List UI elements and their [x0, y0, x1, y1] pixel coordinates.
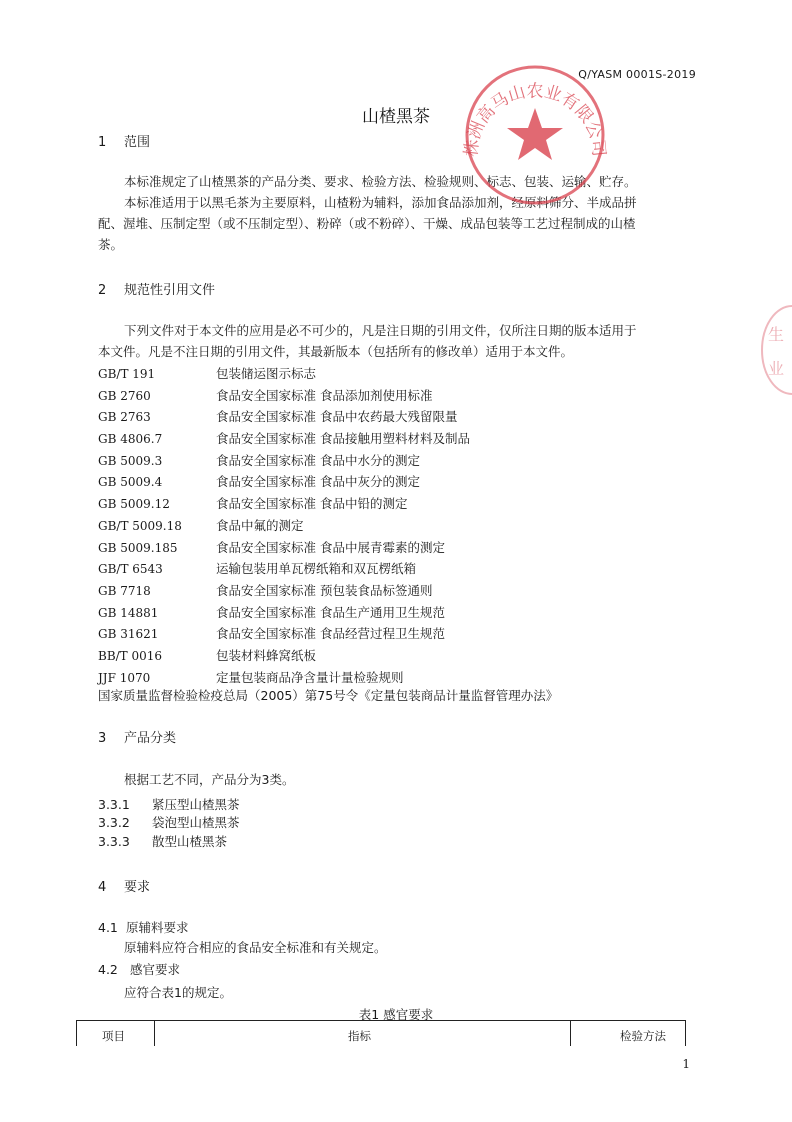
star-icon — [507, 108, 563, 160]
section-2-heading — [98, 279, 215, 298]
table-top-rule — [76, 1020, 686, 1021]
scope-paragraph-2-line-2: 配、渥堆、压制定型（或不压制定型）、粉碎（或不粉碎）、干燥、成品包装等工艺过程制成的山楂 — [98, 216, 636, 231]
subsection-number: 4.2 — [98, 962, 118, 977]
side-stamp-ring — [762, 306, 792, 394]
section-3-heading — [98, 727, 176, 746]
reference-title: 定量包装商品净含量计量检验规则 — [216, 669, 404, 685]
table-header-item: 项目 — [102, 1029, 125, 1043]
reference-code: GB 2763 — [98, 410, 151, 425]
side-stamp-char: 业 — [768, 359, 785, 378]
reference-title: 食品安全国家标准 食品中灰分的测定 — [216, 474, 420, 490]
reference-code: GB 5009.4 — [98, 475, 163, 490]
reference-title: 包装材料蜂窝纸板 — [216, 647, 317, 663]
reference-item — [98, 558, 698, 580]
subsection-title: 感官要求 — [130, 962, 181, 977]
section-number: 3 — [98, 731, 107, 746]
classification-item — [98, 832, 227, 850]
subsection-number: 4.1 — [98, 920, 118, 935]
reference-code: GB 31621 — [98, 627, 159, 642]
reference-item — [98, 363, 698, 385]
scope-paragraph-2-line-1: 本标准适用于以黑毛茶为主要原料，山楂粉为辅料，添加食品添加剂，经原料筛分、半成品拼 — [124, 195, 637, 210]
references-intro-line-1: 下列文件对于本文件的应用是必不可少的，凡是注日期的引用文件，仅所注日期的版本适用于 — [124, 323, 637, 338]
document-code: Q/YASM 0001S-2019 — [578, 68, 696, 81]
table-border-left — [76, 1020, 77, 1046]
item-label: 袋泡型山楂黑茶 — [152, 815, 240, 830]
reference-title: 食品安全国家标准 预包装食品标签通则 — [216, 582, 433, 598]
section-title: 规范性引用文件 — [124, 283, 216, 298]
table-caption: 表1 感官要求 — [358, 1007, 434, 1022]
classification-item — [98, 795, 240, 813]
reference-item — [98, 623, 698, 645]
classification-item — [98, 813, 240, 831]
reference-code: GB 5009.185 — [98, 540, 178, 555]
table-header-method: 检验方法 — [620, 1029, 666, 1043]
seal-text: 株洲高马山农业有限公司 — [461, 81, 609, 158]
reference-code: GB/T 191 — [98, 367, 156, 381]
reference-code: JJF 1070 — [98, 670, 151, 685]
item-number: 3.3.2 — [98, 815, 130, 830]
section-number: 2 — [98, 283, 107, 298]
reference-title: 食品安全国家标准 食品生产通用卫生规范 — [216, 604, 445, 620]
reference-code: GB 4806.7 — [98, 432, 163, 447]
subsection-4-1-text: 原辅料应符合相应的食品安全标准和有关规定。 — [124, 940, 387, 955]
decree-reference: 国家质量监督检验检疫总局（2005）第75号令《定量包装商品计量监督管理办法》 — [98, 688, 559, 703]
page-number: 1 — [682, 1057, 690, 1071]
reference-title: 食品安全国家标准 食品接触用塑料材料及制品 — [216, 431, 470, 447]
item-number: 3.3.1 — [98, 797, 130, 812]
reference-item — [98, 406, 698, 428]
section-title: 要求 — [124, 880, 151, 895]
section-number: 1 — [98, 135, 107, 150]
subsection-4-2-text: 应符合表1的规定。 — [124, 985, 232, 1000]
side-stamp — [760, 300, 792, 400]
reference-title: 食品安全国家标准 食品中铅的测定 — [216, 496, 408, 512]
reference-list — [98, 363, 698, 688]
subsection-title: 原辅料要求 — [126, 920, 189, 935]
company-seal — [460, 60, 610, 210]
scope-paragraph-2-line-3: 茶。 — [98, 237, 124, 252]
table-border-right — [685, 1020, 686, 1046]
scope-paragraph-1: 本标准规定了山楂黑茶的产品分类、要求、检验方法、检验规则、标志、包装、运输、贮存。 — [124, 174, 637, 189]
reference-item — [98, 645, 698, 667]
section-title: 范围 — [124, 135, 151, 150]
reference-code: GB/T 5009.18 — [98, 518, 182, 533]
reference-code: GB 14881 — [98, 605, 159, 620]
document-title: 山楂黑茶 — [362, 107, 430, 127]
reference-item — [98, 602, 698, 624]
table-header-indicator: 指标 — [348, 1029, 371, 1043]
reference-title: 食品中氟的测定 — [216, 517, 304, 533]
section-4-heading — [98, 876, 150, 895]
reference-title: 食品安全国家标准 食品中农药最大残留限量 — [216, 409, 458, 425]
reference-title: 包装储运图示标志 — [216, 366, 317, 381]
reference-title: 食品安全国家标准 食品添加剂使用标准 — [216, 387, 433, 403]
reference-item — [98, 450, 698, 472]
table-column-divider — [570, 1020, 571, 1046]
reference-code: GB 5009.3 — [98, 453, 163, 468]
sensory-requirements-table — [76, 1020, 686, 1046]
reference-item — [98, 428, 698, 450]
references-intro-line-2: 本文件。凡是不注日期的引用文件，其最新版本（包括所有的修改单）适用于本文件。 — [98, 344, 574, 359]
subsection-4-1-heading — [98, 918, 189, 936]
reference-item — [98, 515, 698, 537]
section-1-heading — [98, 131, 150, 150]
reference-code: GB/T 6543 — [98, 562, 163, 577]
item-label: 紧压型山楂黑茶 — [152, 797, 240, 812]
reference-code: GB 5009.12 — [98, 497, 170, 512]
reference-item — [98, 580, 698, 602]
reference-title: 运输包装用单瓦楞纸箱和双瓦楞纸箱 — [216, 561, 417, 577]
reference-item — [98, 385, 698, 407]
reference-title: 食品安全国家标准 食品中展青霉素的测定 — [216, 539, 445, 555]
section-number: 4 — [98, 880, 107, 895]
reference-item — [98, 537, 698, 559]
section-title: 产品分类 — [124, 731, 177, 746]
reference-item — [98, 471, 698, 493]
subsection-4-2-heading — [98, 960, 180, 978]
item-number: 3.3.3 — [98, 834, 130, 849]
reference-code: GB 2760 — [98, 388, 151, 403]
reference-code: GB 7718 — [98, 583, 151, 598]
reference-title: 食品安全国家标准 食品经营过程卫生规范 — [216, 626, 445, 642]
side-stamp-char: 生 — [768, 325, 785, 344]
item-label: 散型山楂黑茶 — [152, 834, 228, 849]
reference-title: 食品安全国家标准 食品中水分的测定 — [216, 452, 420, 468]
classification-intro: 根据工艺不同，产品分为3类。 — [124, 772, 295, 787]
reference-code: BB/T 0016 — [98, 648, 163, 663]
reference-item — [98, 493, 698, 515]
table-column-divider — [154, 1020, 155, 1046]
